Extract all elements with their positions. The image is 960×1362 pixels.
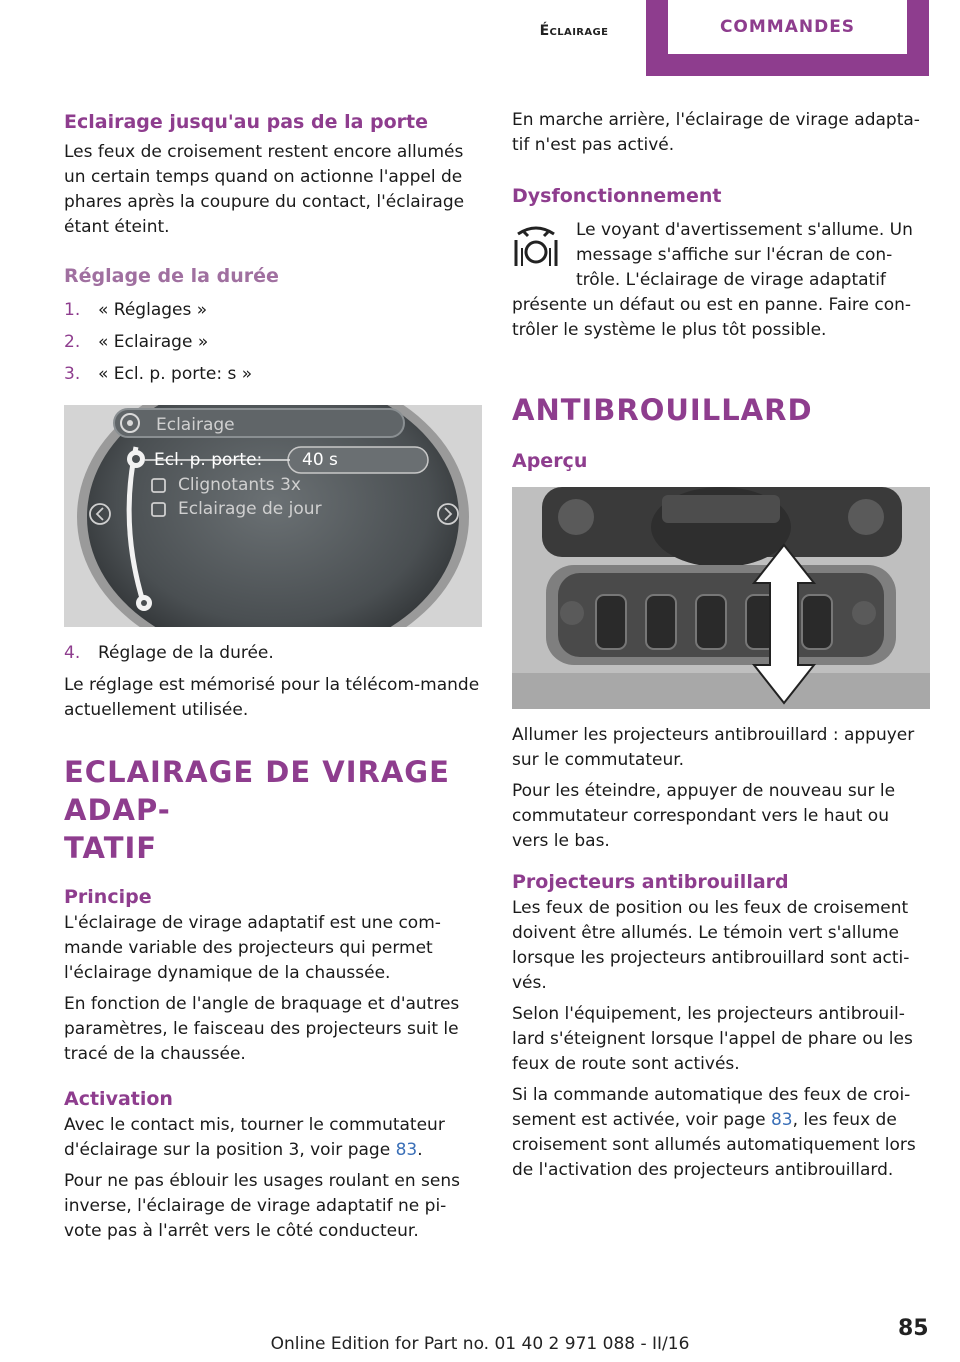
paragraph-glare: Pour ne pas éblouir les usages roulant en sens inverse, l'éclairage de virage adaptatif ne pi-vote pas à l'arrêt vers le côté conducteur.: [64, 1171, 460, 1241]
heading-duration: Réglage de la durée: [64, 265, 279, 287]
screen-selected-label: Ecl. p. porte:: [154, 450, 263, 470]
footer-edition: Online Edition for Part no. 01 40 2 971 088 - II/16: [270, 1334, 690, 1354]
chapter-tab-label: COMMANDES: [668, 0, 907, 54]
heading-principle: Principe: [64, 886, 152, 908]
screen-option-2: Eclairage de jour: [178, 499, 322, 519]
list-text: « Réglages »: [98, 300, 208, 320]
steps-list: [64, 298, 482, 387]
heading-activation: Activation: [64, 1088, 173, 1110]
heading-fog: ANTIBROUILLARD: [512, 393, 813, 427]
adaptive-light-warning-icon: [512, 220, 560, 272]
paragraph-reverse: En marche arrière, l'éclairage de virage adapta-tif n'est pas activé.: [512, 110, 920, 155]
paragraph-malfunction: Le voyant d'avertissement s'allume. Un message s'affiche sur l'écran de con-trôle. L'éclairage de virage adaptatif présente un défaut ou est en panne. Faire con-trôler le système le plus tôt possible.: [512, 220, 913, 340]
screen-option-1: Clignotants 3x: [178, 475, 301, 495]
fog-switch-photo: [512, 487, 930, 709]
list-item: [64, 362, 482, 387]
page-link[interactable]: 83: [770, 1110, 793, 1130]
section-tab: Éclairage: [539, 23, 609, 39]
list-item: [64, 641, 482, 666]
chapter-tab: [646, 0, 929, 76]
heading-adaptive-line1: ECLAIRAGE DE VIRAGE ADAP-: [64, 755, 450, 827]
text-segment: .: [417, 1140, 423, 1160]
steps-list-continued: [64, 641, 482, 666]
page-link[interactable]: 83: [395, 1140, 418, 1160]
list-number: 4.: [64, 643, 81, 663]
heading-overview: Aperçu: [512, 450, 588, 472]
list-text: « Ecl. p. porte: s »: [98, 364, 253, 384]
paragraph-fog-lights: Les feux de position ou les feux de croisement doivent être allumés. Le témoin vert s'allume lorsque les projecteurs antibrouillard sont acti-vés.: [512, 898, 910, 993]
paragraph-auto: [512, 1083, 930, 1183]
list-number: 2.: [64, 332, 81, 352]
list-number: 3.: [64, 364, 81, 384]
text-segment: Si la commande automatique des feux de croi-sement est activée, voir page: [512, 1085, 911, 1130]
display-screenshot: [64, 405, 482, 627]
list-text: « Eclairage »: [98, 332, 209, 352]
paragraph-lighting-door: Les feux de croisement restent encore allumés un certain temps quand on actionne l'appel de phares après la coupure du contact, l'éclairage étant éteint.: [64, 142, 465, 237]
list-item: [64, 298, 482, 323]
paragraph-principle: L'éclairage de virage adaptatif est une com-mande variable des projecteurs qui permet l'éclairage dynamique de la chaussée.: [64, 913, 441, 983]
heading-fog-lights: Projecteurs antibrouillard: [512, 871, 789, 893]
list-item: [64, 330, 482, 355]
right-column: [512, 108, 930, 1183]
paragraph-function: En fonction de l'angle de braquage et d'autres paramètres, le faisceau des projecteurs suit le tracé de la chaussée.: [64, 994, 460, 1064]
text-segment: , les feux de croisement sont allumés automatiquement lors de l'activation des projecteurs antibrouillard.: [512, 1110, 916, 1180]
malfunction-block: [512, 218, 930, 343]
switch-panel-graphic: [512, 487, 930, 709]
screen-selected-value: 40 s: [302, 450, 338, 470]
text-segment: Avec le contact mis, tourner le commutateur d'éclairage sur la position 3, voir page: [64, 1115, 445, 1160]
paragraph-fog-equipment: Selon l'équipement, les projecteurs antibrouil-lard s'éteignent lorsque l'appel de phare ou les feux de route sont activés.: [512, 1004, 913, 1074]
heading-adaptive-line2: TATIF: [64, 831, 158, 865]
left-column: [64, 108, 482, 1244]
page-number: 85: [898, 1316, 929, 1341]
paragraph-activation: [64, 1113, 482, 1163]
paragraph-fog-on: Allumer les projecteurs antibrouillard : appuyer sur le commutateur.: [512, 725, 915, 770]
list-number: 1.: [64, 300, 81, 320]
heading-lighting-door: Eclairage jusqu'au pas de la porte: [64, 111, 429, 133]
list-text: Réglage de la durée.: [98, 643, 274, 663]
screen-title: Eclairage: [156, 415, 235, 435]
heading-malfunction: Dysfonctionnement: [512, 185, 722, 207]
paragraph-saved: Le réglage est mémorisé pour la télécom-mande actuellement utilisée.: [64, 675, 480, 720]
paragraph-fog-off: Pour les éteindre, appuyer de nouveau sur le commutateur correspondant vers le haut ou vers le bas.: [512, 781, 896, 851]
